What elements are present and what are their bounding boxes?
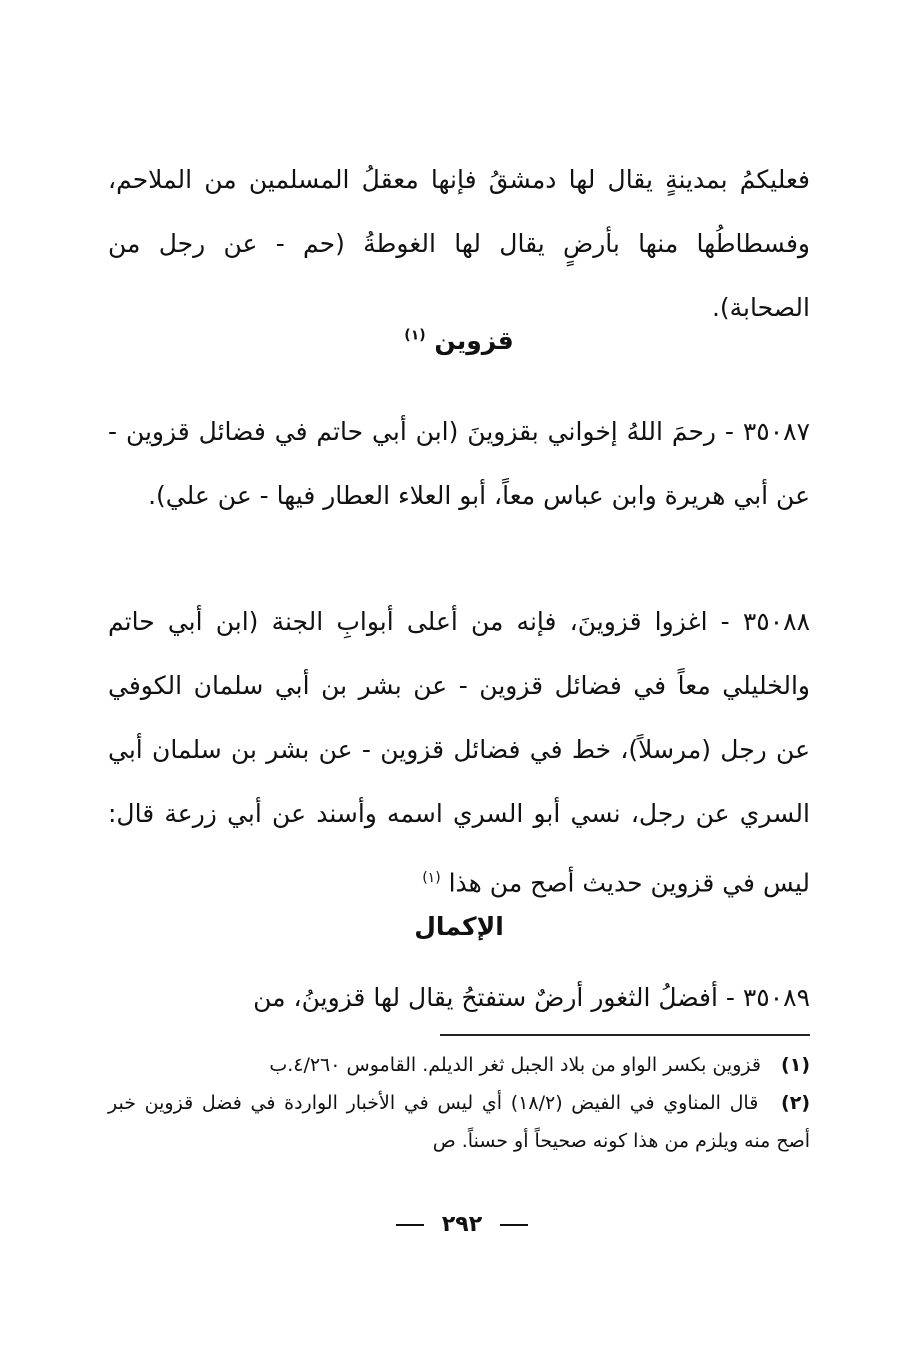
footnote-1-text: قزوين بكسر الواو من بلاد الجبل ثغر الديلم. القاموس ٤/٢٦٠.ب (269, 1054, 761, 1076)
hadith-35089 (108, 966, 810, 1030)
hadith-35089-text: ٣٥٠٨٩ - أفضلُ الثغور أرضٌ ستفتحُ يقال لها قزوينُ، من (253, 983, 810, 1012)
footnote-1 (108, 1046, 810, 1084)
footnote-2 (108, 1084, 810, 1160)
heading-qazwin-text: قزوين (434, 326, 514, 355)
hadith-35088-text: ٣٥٠٨٨ - اغزوا قزوينَ، فإنه من أعلى أبوابِ الجنة (ابن أبي حاتم والخليلي معاً في فضائل قزوين - عن بشر بن أبي سلمان الكوفي عن رجل (مرسلاً)، خط في فضائل قزوين - عن بشر بن سلمان أبي السري عن رجل، نسي أبو السري اسمه وأسند عن أبي زرعة قال: ليس في قزوين حديث أصح من هذا (108, 607, 810, 898)
page-number (0, 1212, 924, 1237)
heading-qazwin-footnote-ref: (١) (404, 327, 426, 344)
footnote-separator (440, 1034, 810, 1036)
footnote-2-number: (٢) (781, 1092, 810, 1114)
hadith-35087-text: ٣٥٠٨٧ - رحمَ اللهُ إخواني بقزوينَ (ابن أبي حاتم في فضائل قزوين - عن أبي هريرة وابن عباس معاً، أبو العلاء العطار فيها - عن علي). (108, 417, 810, 510)
page-number-dash-left (500, 1224, 528, 1226)
page-number-text: ٢٩٢ (441, 1212, 483, 1237)
hadith-35088-footnote-ref: (١) (422, 870, 441, 886)
hadith-35088 (108, 590, 810, 915)
intro-text: فعليكمُ بمدينةٍ يقال لها دمشقُ فإنها معقلُ المسلمين من الملاحم، وفسطاطُها منها بأرضٍ يقال لها الغوطةُ (حم - عن رجل من الصحابة). (108, 165, 810, 322)
intro-paragraph (108, 148, 810, 340)
section-heading-ikmal (108, 912, 810, 941)
heading-ikmal-text: الإكمال (414, 912, 504, 941)
footnotes (108, 1046, 810, 1160)
hadith-35087 (108, 400, 810, 528)
footnote-2-text: قال المناوي في الفيض (١٨/٢) أي ليس في الأخبار الواردة في فضل قزوين خبر أصح منه ويلزم من هذا كونه صحيحاً أو حسناً. ص (108, 1092, 810, 1152)
page-number-dash-right (396, 1224, 424, 1226)
section-heading-qazwin (108, 326, 810, 355)
footnote-1-number: (١) (781, 1054, 810, 1076)
